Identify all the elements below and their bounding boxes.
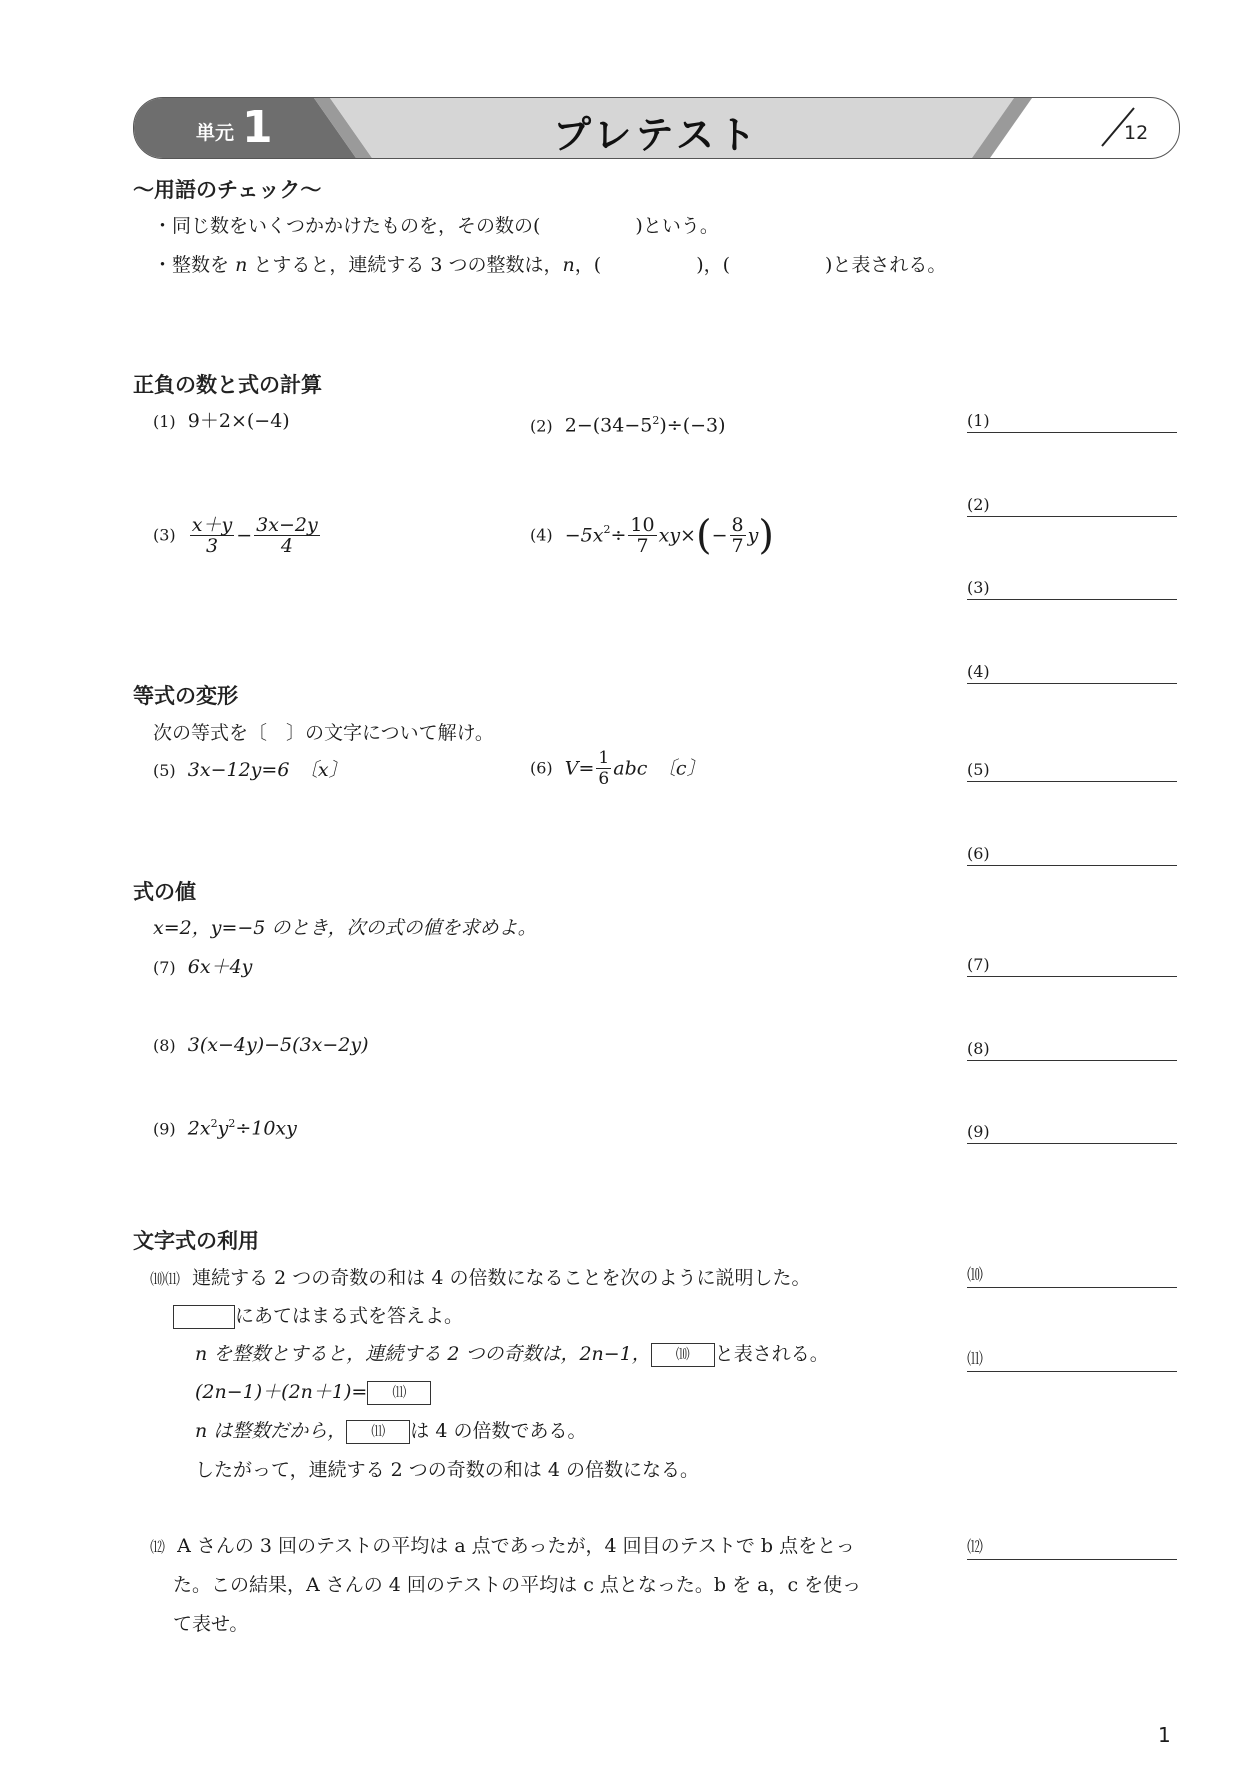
section-value-heading: 式の値 [133, 880, 196, 904]
blank-box [173, 1305, 235, 1329]
answer-field-5[interactable]: (5) [967, 747, 1177, 782]
score-total: 12 [1124, 122, 1149, 144]
section-application-heading: 文字式の利用 [133, 1229, 259, 1253]
answer-field-2[interactable]: (2) [967, 482, 1177, 517]
terms-line-2: ・整数を n とすると，連続する 3 つの整数は，n，( )，( )と表される。 [153, 254, 947, 276]
question-7: (7) 6x＋4y [153, 956, 253, 978]
value-condition: x=2，y=−5 のとき，次の式の値を求めよ。 [153, 917, 537, 939]
page-title: プレテスト [553, 113, 760, 157]
answer-field-9[interactable]: (9) [967, 1109, 1177, 1144]
explanation-line-4: したがって，連続する 2 つの奇数の和は 4 の倍数になる。 [195, 1459, 699, 1481]
question-12-line-2: た。この結果，A さんの 4 回のテストの平均は c 点となった。b を a，c を使っ [173, 1574, 862, 1596]
question-4: $(4) -5x^2\div$ $\frac{10}{7}$ xy×(− $\frac{8}{7}$ y) [530, 512, 774, 559]
terms-heading: 〜用語のチェック〜 [133, 178, 322, 202]
explanation-line-2: (2n−1)＋(2n＋1)= ⑾ [195, 1380, 431, 1405]
question-12: ⑿ A さんの 3 回のテストの平均は a 点であったが，4 回目のテストで b 点をとっ [150, 1535, 855, 1557]
question-2: (2) $2-(34-5^2)\div(-3)$ [530, 414, 726, 437]
answer-field-11[interactable]: ⑾ [967, 1337, 1177, 1372]
unit-label: 単元 [196, 122, 235, 144]
page-number: 1 [1158, 1723, 1171, 1747]
unit-number: 1 [242, 102, 273, 153]
box-11b: ⑾ [346, 1420, 410, 1444]
terms-line-1: ・同じ数をいくつかかけたものを，その数の( )という。 [153, 215, 719, 237]
question-8: (8) 3(x−4y)−5(3x−2y) [153, 1034, 369, 1056]
answer-field-8[interactable]: (8) [967, 1026, 1177, 1061]
answer-field-3[interactable]: (3) [967, 565, 1177, 600]
box-10: ⑽ [651, 1343, 715, 1367]
question-6: (6) V= $\frac{1}{6}$ abc 〔c〕 [530, 748, 706, 789]
answer-field-4[interactable]: (4) [967, 649, 1177, 684]
answer-field-7[interactable]: (7) [967, 942, 1177, 977]
question-9: (9) $2x^2y^2\div 10xy$ [153, 1117, 297, 1140]
box-11: ⑾ [367, 1381, 431, 1405]
equation-instruction: 次の等式を〔 〕の文字について解け。 [153, 722, 494, 744]
answer-field-12[interactable]: ⑿ [967, 1525, 1177, 1560]
question-1: (1) 9＋2×(−4) [153, 410, 290, 432]
section-calc-heading: 正負の数と式の計算 [133, 373, 322, 397]
question-5: (5) 3x−12y=6 〔x〕 [153, 759, 348, 781]
question-10-11: ⑽⑾ 連続する 2 つの奇数の和は 4 の倍数になることを次のように説明した。 [150, 1267, 811, 1289]
title-banner [133, 97, 1180, 159]
question-12-line-3: て表せ。 [173, 1613, 249, 1635]
answer-field-6[interactable]: (6) [967, 831, 1177, 866]
section-equation-heading: 等式の変形 [133, 684, 238, 708]
explanation-line-3: n は整数だから， ⑾ は 4 の倍数である。 [195, 1420, 587, 1442]
answer-field-10[interactable]: ⑽ [967, 1253, 1177, 1288]
question-10-instruction: にあてはまる式を答えよ。 [173, 1304, 463, 1329]
question-3: (3) $\frac{x+y}{3}$ − $\frac{3x-2y}{4}$ [153, 514, 318, 557]
explanation-line-1: n を整数とすると，連続する 2 つの奇数は，2n−1， ⑽ と表される。 [195, 1343, 829, 1365]
answer-field-1[interactable]: (1) [967, 398, 1177, 433]
